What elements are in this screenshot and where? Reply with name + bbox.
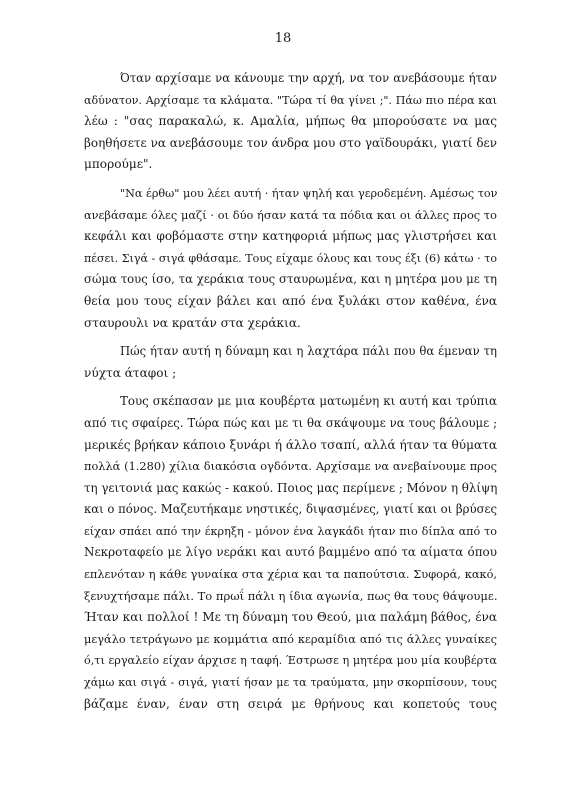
text-line: Όταν αρχίσαμε να κάνουμε την αρχή, να τον ανεβάσουμε ήταν	[120, 71, 497, 85]
text-line: μερικές βρήκαν κάποιο ξυνάρι ή άλλο τσαπί, αλλά ήταν τα θύματα	[84, 437, 497, 452]
text-line: λέω : "σας παρακαλώ, κ. Αμαλία, μήπως θα μπορούσατε να μας	[84, 114, 497, 129]
text-line: μεγάλο τετράγωνο με κομμάτια από κεραμίδια από τις άλλες γυναίκες	[84, 631, 497, 646]
text-line: τη γειτονιά μας κακώς - κακού. Ποιος μας περίμενε ; Μόνον η θλίψη	[84, 480, 498, 495]
text-line: Ήταν και πολλοί ! Με τη δύναμη του Θεού, μια παλάμη βάθος, ένα	[84, 610, 497, 625]
text-line: νύχτα άταφοι ;	[84, 365, 177, 380]
text-line: "Να έρθω" μου λέει αυτή · ήταν ψηλή και γεροδεμένη. Αμέσως τον	[120, 186, 498, 200]
text-line: είχαν σπάει από την έκρηξη - μόνον ένα λαγκάδι ήταν πιο δίπλα από το	[84, 524, 497, 538]
text-line: κεφάλι και φοβόμαστε στην κατηφοριά μήπως μας γλιστρήσει και	[84, 229, 497, 244]
text-line: θεία μου τους είχαν βάλει και από ένα ξυλάκι στον καθένα, ένα	[84, 293, 497, 308]
paragraph	[84, 391, 497, 715]
text-line: ό,τι εργαλείο είχαν άρχισε η ταφή. Έστρωσε η μητέρα μου μία κουβέρτα	[84, 654, 497, 668]
text-line: πολλά (1.280) χίλια διακόσια ογδόντα. Αρχίσαμε να ανεβαίνουμε προς	[84, 459, 497, 474]
text-line: βάζαμε έναν, έναν στη σειρά με θρήνους και κοπετούς τους	[84, 696, 497, 711]
paragraph	[84, 183, 497, 334]
text-line: Πώς ήταν αυτή η δύναμη και η λαχτάρα πάλι που θα έμεναν τη	[120, 344, 497, 359]
text-line: και ο πόνος. Μαζευτήκαμε νηστικές, διψασμένες, γιατί και οι βρύσες	[84, 502, 498, 517]
text-line: Τους σκέπασαν με μια κουβέρτα ματωμένη κι αυτή και τρύπια	[120, 394, 497, 409]
text-line: πέσει. Σιγά - σιγά φθάσαμε. Τους είχαμε όλους και τους έξι (6) κάτω · το	[84, 251, 497, 265]
paragraph	[84, 68, 497, 176]
text-line: από τις σφαίρες. Τώρα πώς και με τι θα σκάψουμε να τους βάλουμε ;	[84, 415, 497, 430]
text-line: χάμω και σιγά - σιγά, γιατί ήσαν με τα τραύματα, μην σκορπίσουν, τους	[84, 676, 497, 690]
text-line: επλενόταν η κάθε γυναίκα στα χέρια και τα παπούτσια. Συφορά, κακό,	[84, 567, 497, 582]
text-line: μπορούμε".	[84, 157, 153, 172]
text-line: αδύνατον. Αρχίσαμε τα κλάματα. "Τώρα τί θα γίνει ;". Πάω πιο πέρα και	[84, 93, 497, 107]
text-line: βοηθήσετε να ανεβάσουμε τον άνδρα μου στο γαϊδουράκι, γιατί δεν	[84, 135, 497, 150]
text-line: σταυρουλι να κρατάν στα χεράκια.	[84, 315, 301, 330]
document-body	[84, 68, 497, 715]
text-line: Νεκροταφείο με λίγο νεράκι και αυτό βαμμένο από τα αίματα όπου	[84, 545, 497, 560]
text-line: σώμα τους ίσο, τα χεράκια τους σταυρωμένα, και η μητέρα μου με τη	[84, 272, 497, 287]
page-number: 18	[274, 31, 292, 46]
text-line: ανεβάσαμε όλες μαζί · οι δύο ήσαν κατά τα πόδια και οι άλλες προς το	[84, 207, 497, 222]
paragraph	[84, 341, 497, 384]
text-line: ξενυχτήσαμε πάλι. Το πρωΐ πάλι η ίδια αγωνία, πως θα τους θάψουμε.	[84, 588, 498, 603]
